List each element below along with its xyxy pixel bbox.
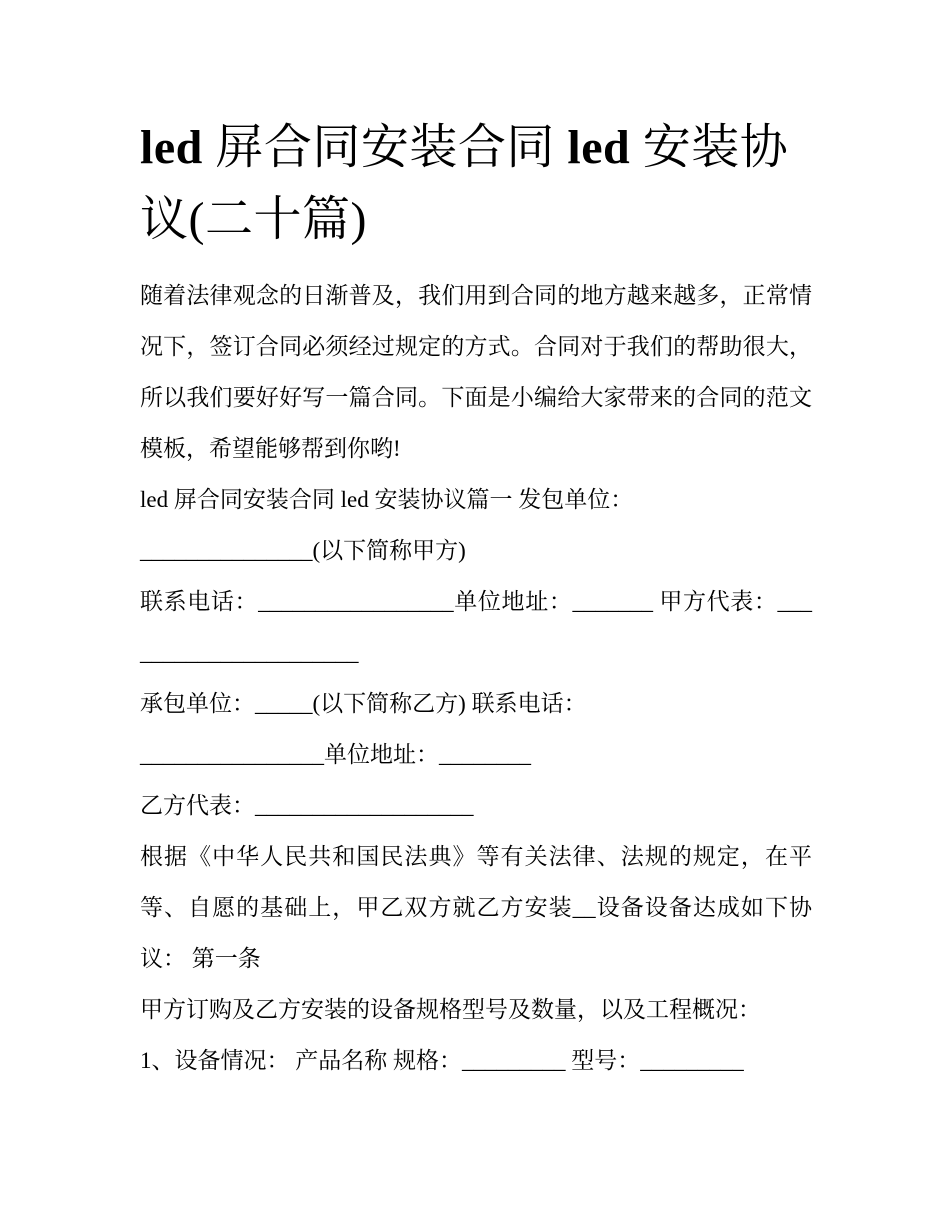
party-a-name-line: _______________(以下简称甲方) [140,538,466,563]
equipment-line: 1、设备情况： 产品名称 规格：_________ 型号：_________ [140,1048,744,1073]
party-a-contact-line: 联系电话：_________________单位地址：_______ 甲方代表：______________________ [140,589,812,665]
section-heading: led 屏合同安装合同 led 安装协议篇一 发包单位： [140,487,634,512]
article-one-paragraph: 甲方订购及乙方安装的设备规格型号及数量，以及工程概况： [140,997,761,1022]
legal-basis-paragraph: 根据《中华人民共和国民法典》等有关法律、法规的规定，在平等、自愿的基础上，甲乙双方就乙方安装__设备设备达成如下协议： 第一条 [140,844,812,971]
document-title [140,112,812,256]
title-latin-2: led [567,121,631,174]
title-text-2: 安装协议(二十篇) [140,121,789,246]
intro-paragraph: 随着法律观念的日渐普及，我们用到合同的地方越来越多，正常情况下，签订合同必须经过规定的方式。合同对于我们的帮助很大，所以我们要好好写一篇合同。下面是小编给大家带来的合同的范文模板，希望能够帮到你哟! [140,283,812,461]
title-text-1: 屏合同安装合同 [202,121,568,174]
party-b-representative-line: 乙方代表：___________________ [140,793,474,818]
party-b-name-line: 承包单位：_____(以下简称乙方) 联系电话： [140,691,587,716]
party-b-address-line: ________________单位地址：________ [140,742,531,767]
title-latin-1: led [140,121,203,174]
document-body [140,112,812,1086]
